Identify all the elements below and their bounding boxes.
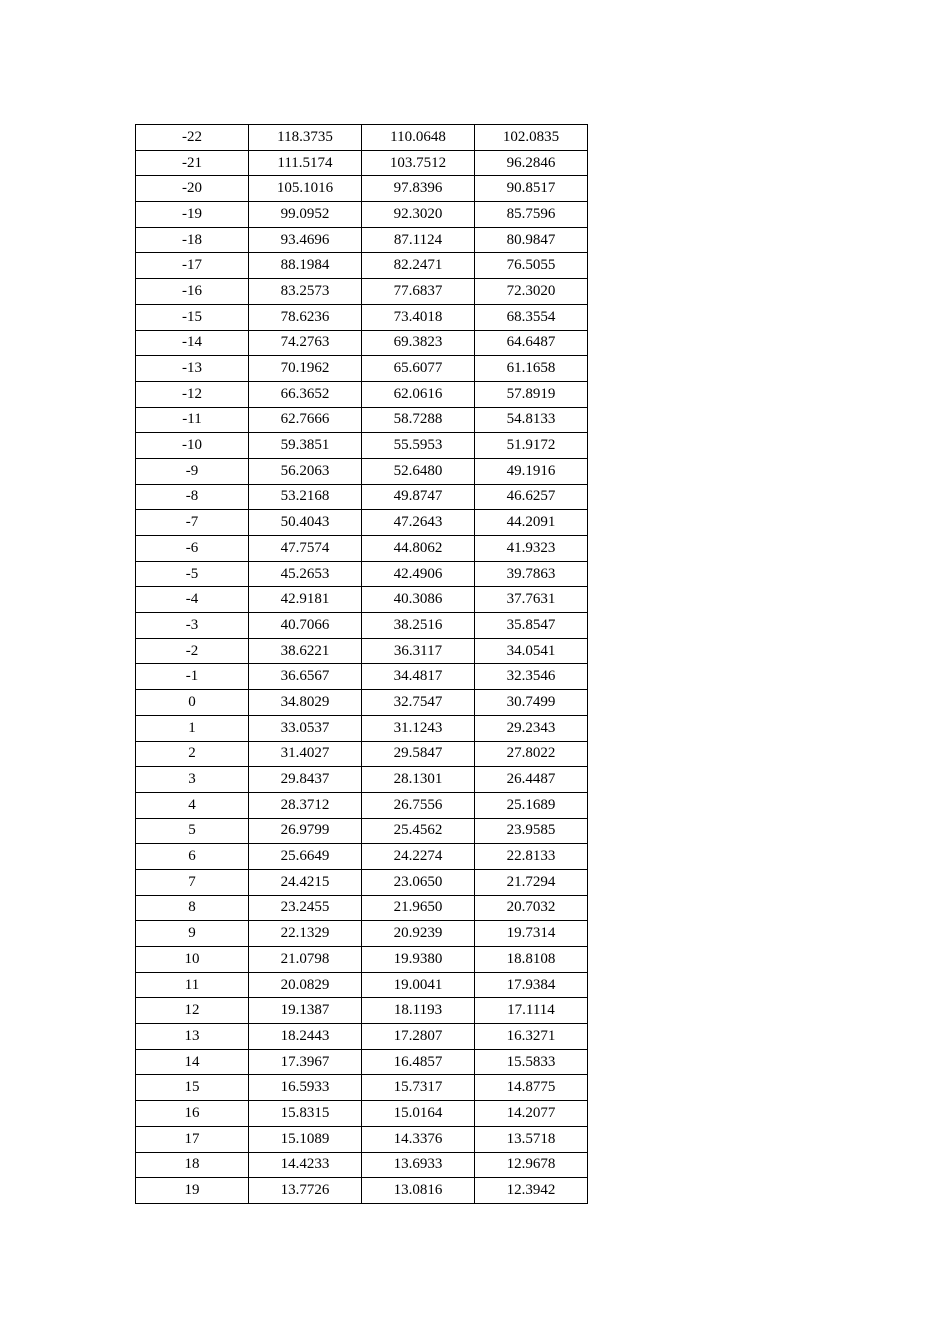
table-row xyxy=(136,407,588,433)
value-cell: 36.3117 xyxy=(362,638,475,664)
row-key-cell: 13 xyxy=(136,1024,249,1050)
row-key-cell: -2 xyxy=(136,638,249,664)
value-cell: 19.7314 xyxy=(475,921,588,947)
table-row xyxy=(136,715,588,741)
table-row xyxy=(136,1101,588,1127)
value-cell: 50.4043 xyxy=(249,510,362,536)
row-key-cell: -18 xyxy=(136,227,249,253)
table-row xyxy=(136,433,588,459)
value-cell: 44.8062 xyxy=(362,536,475,562)
row-key-cell: 7 xyxy=(136,869,249,895)
value-cell: 72.3020 xyxy=(475,279,588,305)
row-key-cell: -15 xyxy=(136,304,249,330)
value-cell: 28.3712 xyxy=(249,792,362,818)
value-cell: 20.9239 xyxy=(362,921,475,947)
row-key-cell: -20 xyxy=(136,176,249,202)
table-row xyxy=(136,484,588,510)
table-row xyxy=(136,330,588,356)
row-key-cell: -9 xyxy=(136,458,249,484)
value-cell: 118.3735 xyxy=(249,125,362,151)
row-key-cell: -6 xyxy=(136,536,249,562)
row-key-cell: 12 xyxy=(136,998,249,1024)
value-cell: 47.7574 xyxy=(249,536,362,562)
value-cell: 14.2077 xyxy=(475,1101,588,1127)
value-cell: 24.4215 xyxy=(249,869,362,895)
row-key-cell: -12 xyxy=(136,381,249,407)
value-cell: 22.1329 xyxy=(249,921,362,947)
value-cell: 34.8029 xyxy=(249,690,362,716)
value-cell: 32.7547 xyxy=(362,690,475,716)
value-cell: 19.1387 xyxy=(249,998,362,1024)
value-cell: 93.4696 xyxy=(249,227,362,253)
table-row xyxy=(136,202,588,228)
row-key-cell: 18 xyxy=(136,1152,249,1178)
value-cell: 62.7666 xyxy=(249,407,362,433)
row-key-cell: 8 xyxy=(136,895,249,921)
value-cell: 18.2443 xyxy=(249,1024,362,1050)
value-cell: 25.6649 xyxy=(249,844,362,870)
table-row xyxy=(136,818,588,844)
value-cell: 16.4857 xyxy=(362,1049,475,1075)
value-cell: 110.0648 xyxy=(362,125,475,151)
value-cell: 18.8108 xyxy=(475,947,588,973)
row-key-cell: -3 xyxy=(136,613,249,639)
table-row xyxy=(136,895,588,921)
value-cell: 25.1689 xyxy=(475,792,588,818)
value-cell: 16.5933 xyxy=(249,1075,362,1101)
value-cell: 17.2807 xyxy=(362,1024,475,1050)
value-cell: 26.4487 xyxy=(475,767,588,793)
value-cell: 31.4027 xyxy=(249,741,362,767)
value-cell: 23.0650 xyxy=(362,869,475,895)
value-cell: 26.7556 xyxy=(362,792,475,818)
value-cell: 23.9585 xyxy=(475,818,588,844)
table-row xyxy=(136,869,588,895)
table-row xyxy=(136,536,588,562)
value-cell: 42.4906 xyxy=(362,561,475,587)
value-cell: 42.9181 xyxy=(249,587,362,613)
table-row xyxy=(136,561,588,587)
row-key-cell: 16 xyxy=(136,1101,249,1127)
value-cell: 26.9799 xyxy=(249,818,362,844)
table-row xyxy=(136,458,588,484)
value-cell: 102.0835 xyxy=(475,125,588,151)
row-key-cell: 6 xyxy=(136,844,249,870)
value-cell: 52.6480 xyxy=(362,458,475,484)
value-cell: 88.1984 xyxy=(249,253,362,279)
row-key-cell: -16 xyxy=(136,279,249,305)
value-cell: 15.1089 xyxy=(249,1126,362,1152)
value-cell: 14.8775 xyxy=(475,1075,588,1101)
row-key-cell: 5 xyxy=(136,818,249,844)
value-cell: 99.0952 xyxy=(249,202,362,228)
value-cell: 41.9323 xyxy=(475,536,588,562)
value-cell: 21.9650 xyxy=(362,895,475,921)
value-cell: 70.1962 xyxy=(249,356,362,382)
table-row xyxy=(136,1024,588,1050)
row-key-cell: 2 xyxy=(136,741,249,767)
value-cell: 40.3086 xyxy=(362,587,475,613)
table-row xyxy=(136,1126,588,1152)
value-cell: 90.8517 xyxy=(475,176,588,202)
row-key-cell: 3 xyxy=(136,767,249,793)
row-key-cell: -19 xyxy=(136,202,249,228)
value-cell: 13.7726 xyxy=(249,1178,362,1204)
table-row xyxy=(136,972,588,998)
value-cell: 92.3020 xyxy=(362,202,475,228)
value-cell: 17.9384 xyxy=(475,972,588,998)
data-table xyxy=(135,124,588,1204)
table-body xyxy=(136,125,588,1204)
value-cell: 16.3271 xyxy=(475,1024,588,1050)
value-cell: 68.3554 xyxy=(475,304,588,330)
table-row xyxy=(136,227,588,253)
table-row xyxy=(136,510,588,536)
value-cell: 111.5174 xyxy=(249,150,362,176)
value-cell: 22.8133 xyxy=(475,844,588,870)
value-cell: 20.7032 xyxy=(475,895,588,921)
value-cell: 56.2063 xyxy=(249,458,362,484)
value-cell: 21.0798 xyxy=(249,947,362,973)
table-row xyxy=(136,381,588,407)
value-cell: 73.4018 xyxy=(362,304,475,330)
table-row xyxy=(136,356,588,382)
table-row xyxy=(136,613,588,639)
table-row xyxy=(136,176,588,202)
value-cell: 62.0616 xyxy=(362,381,475,407)
value-cell: 37.7631 xyxy=(475,587,588,613)
row-key-cell: 9 xyxy=(136,921,249,947)
value-cell: 14.3376 xyxy=(362,1126,475,1152)
row-key-cell: -22 xyxy=(136,125,249,151)
value-cell: 13.0816 xyxy=(362,1178,475,1204)
row-key-cell: 11 xyxy=(136,972,249,998)
value-cell: 87.1124 xyxy=(362,227,475,253)
value-cell: 66.3652 xyxy=(249,381,362,407)
table-row xyxy=(136,1152,588,1178)
value-cell: 85.7596 xyxy=(475,202,588,228)
value-cell: 38.6221 xyxy=(249,638,362,664)
value-cell: 15.8315 xyxy=(249,1101,362,1127)
value-cell: 17.3967 xyxy=(249,1049,362,1075)
row-key-cell: -7 xyxy=(136,510,249,536)
table-row xyxy=(136,792,588,818)
row-key-cell: -4 xyxy=(136,587,249,613)
value-cell: 20.0829 xyxy=(249,972,362,998)
table-row xyxy=(136,741,588,767)
value-cell: 105.1016 xyxy=(249,176,362,202)
value-cell: 15.0164 xyxy=(362,1101,475,1127)
value-cell: 38.2516 xyxy=(362,613,475,639)
value-cell: 77.6837 xyxy=(362,279,475,305)
value-cell: 96.2846 xyxy=(475,150,588,176)
value-cell: 34.0541 xyxy=(475,638,588,664)
value-cell: 46.6257 xyxy=(475,484,588,510)
value-cell: 53.2168 xyxy=(249,484,362,510)
table-row xyxy=(136,253,588,279)
value-cell: 13.6933 xyxy=(362,1152,475,1178)
row-key-cell: 14 xyxy=(136,1049,249,1075)
value-cell: 44.2091 xyxy=(475,510,588,536)
value-cell: 55.5953 xyxy=(362,433,475,459)
row-key-cell: 17 xyxy=(136,1126,249,1152)
row-key-cell: 10 xyxy=(136,947,249,973)
value-cell: 30.7499 xyxy=(475,690,588,716)
row-key-cell: 1 xyxy=(136,715,249,741)
row-key-cell: -21 xyxy=(136,150,249,176)
value-cell: 29.8437 xyxy=(249,767,362,793)
value-cell: 19.9380 xyxy=(362,947,475,973)
row-key-cell: -13 xyxy=(136,356,249,382)
value-cell: 78.6236 xyxy=(249,304,362,330)
row-key-cell: -8 xyxy=(136,484,249,510)
value-cell: 57.8919 xyxy=(475,381,588,407)
value-cell: 27.8022 xyxy=(475,741,588,767)
value-cell: 32.3546 xyxy=(475,664,588,690)
value-cell: 49.8747 xyxy=(362,484,475,510)
table-row xyxy=(136,1075,588,1101)
value-cell: 64.6487 xyxy=(475,330,588,356)
table-row xyxy=(136,947,588,973)
value-cell: 35.8547 xyxy=(475,613,588,639)
table-row xyxy=(136,767,588,793)
value-cell: 54.8133 xyxy=(475,407,588,433)
table-row xyxy=(136,664,588,690)
table-row xyxy=(136,690,588,716)
value-cell: 59.3851 xyxy=(249,433,362,459)
row-key-cell: -11 xyxy=(136,407,249,433)
table-row xyxy=(136,998,588,1024)
value-cell: 36.6567 xyxy=(249,664,362,690)
value-cell: 82.2471 xyxy=(362,253,475,279)
value-cell: 45.2653 xyxy=(249,561,362,587)
value-cell: 69.3823 xyxy=(362,330,475,356)
value-cell: 25.4562 xyxy=(362,818,475,844)
value-cell: 14.4233 xyxy=(249,1152,362,1178)
value-cell: 15.5833 xyxy=(475,1049,588,1075)
value-cell: 58.7288 xyxy=(362,407,475,433)
row-key-cell: -1 xyxy=(136,664,249,690)
table-row xyxy=(136,125,588,151)
value-cell: 29.2343 xyxy=(475,715,588,741)
value-cell: 24.2274 xyxy=(362,844,475,870)
table-row xyxy=(136,587,588,613)
table-row xyxy=(136,1049,588,1075)
value-cell: 74.2763 xyxy=(249,330,362,356)
value-cell: 12.3942 xyxy=(475,1178,588,1204)
value-cell: 18.1193 xyxy=(362,998,475,1024)
row-key-cell: 0 xyxy=(136,690,249,716)
value-cell: 76.5055 xyxy=(475,253,588,279)
row-key-cell: 15 xyxy=(136,1075,249,1101)
value-cell: 97.8396 xyxy=(362,176,475,202)
table-row xyxy=(136,150,588,176)
value-cell: 19.0041 xyxy=(362,972,475,998)
value-cell: 80.9847 xyxy=(475,227,588,253)
value-cell: 31.1243 xyxy=(362,715,475,741)
table-row xyxy=(136,304,588,330)
value-cell: 28.1301 xyxy=(362,767,475,793)
value-cell: 51.9172 xyxy=(475,433,588,459)
value-cell: 49.1916 xyxy=(475,458,588,484)
table-row xyxy=(136,844,588,870)
value-cell: 83.2573 xyxy=(249,279,362,305)
row-key-cell: -10 xyxy=(136,433,249,459)
value-cell: 13.5718 xyxy=(475,1126,588,1152)
value-cell: 34.4817 xyxy=(362,664,475,690)
value-cell: 12.9678 xyxy=(475,1152,588,1178)
value-cell: 39.7863 xyxy=(475,561,588,587)
row-key-cell: -5 xyxy=(136,561,249,587)
value-cell: 103.7512 xyxy=(362,150,475,176)
value-cell: 15.7317 xyxy=(362,1075,475,1101)
value-cell: 23.2455 xyxy=(249,895,362,921)
table-row xyxy=(136,279,588,305)
table-row xyxy=(136,921,588,947)
value-cell: 21.7294 xyxy=(475,869,588,895)
value-cell: 61.1658 xyxy=(475,356,588,382)
value-cell: 65.6077 xyxy=(362,356,475,382)
table-row xyxy=(136,638,588,664)
row-key-cell: -14 xyxy=(136,330,249,356)
row-key-cell: -17 xyxy=(136,253,249,279)
value-cell: 47.2643 xyxy=(362,510,475,536)
value-cell: 40.7066 xyxy=(249,613,362,639)
row-key-cell: 19 xyxy=(136,1178,249,1204)
row-key-cell: 4 xyxy=(136,792,249,818)
table-row xyxy=(136,1178,588,1204)
value-cell: 29.5847 xyxy=(362,741,475,767)
value-cell: 33.0537 xyxy=(249,715,362,741)
value-cell: 17.1114 xyxy=(475,998,588,1024)
